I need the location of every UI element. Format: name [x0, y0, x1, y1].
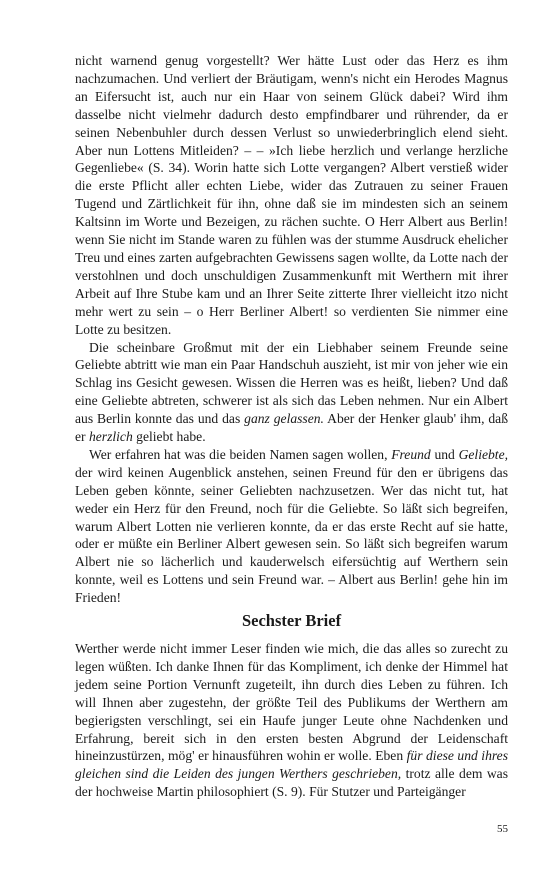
paragraph-3-text-end: der wird keinen Augenblick anstehen, seinen Freund für den er übrigens das Leben geben könnte, seiner Geliebten nachzusetzen. Wer das nicht tut, hat weder ein Herz für den Freund, noch für die Geliebte. So läßt sich begreifen, warum Albert Lotten nie verlieren konnte, da er das erste Recht auf sie hatte, oder er müßte ein Berliner Albert gewesen sein. So läßt sich begreifen warum Albert nie so lächerlich und kauderwelsch eifersüchtig auf Werthern sein konnte, weil es Lottens und sein Freund war. – Albert aus Berlin! gehe hin im Frieden!	[75, 464, 508, 606]
paragraph-3	[75, 446, 508, 607]
text-before-heading	[75, 52, 508, 607]
text-after-heading	[75, 640, 508, 801]
page-number: 55	[497, 823, 508, 835]
paragraph-4-text-end: trotz alle dem was der hochweise Martin philosophiert (S. 9). Für Stutzer und Parteigänger	[75, 766, 509, 800]
paragraph-4-italic: für diese und ihres gleichen sind die Leiden des jungen Werthers geschrieben,	[75, 748, 508, 782]
section-heading: Sechster Brief	[241, 611, 342, 630]
paragraph-3-text-und: und	[430, 446, 459, 462]
paragraph-1-text: nicht warnend genug vorgestellt? Wer hätte Lust oder das Herz es ihm nachzumachen. Und verliert der Bräutigam, wenn's nicht ein Herodes Magnus an Eifersucht ist, auch nur ein Haar von seinem Glück dabei? Wird ihm dasselbe nicht vielmehr dadurch desto empfindbarer und rührender, da er seinen Nebenbuhler durch dessen Verlust so unwiederbringlich elend sieht. Aber nun Lottens Mitleiden? – – »Ich liebe herzlich und verlange herzliche Gegenliebe« (S. 34). Worin hatte sich Lotte vergangen? Albert verstieß wider die erste Pflicht aller echten Liebe, wider das Zutrauen zu seiner Frauen Tugend und Zärtlichkeit für ihn, ohne daß sie im mindesten sich an seinem Kaltsinn im Worte und Bezeigen, zu rächen suchte. O Herr Albert aus Berlin! wenn Sie nicht im Stande waren zu fühlen was der stumme Ausdruck ehelicher Treu und eines zarten aufgebrachten Gewissens sagen wollte, da Lotte nach der verstohlnen und doch unschuldigen Zusammenkunft mit Werthern mit ihrer Arbeit auf Ihre Stube kam und an Ihrer Seite zitterte Ihrer vielleicht itzo nicht mehr wert zu sein – o Herr Berliner Albert! so verdienten Sie nimmer eine Lotte zu besitzen.	[75, 53, 508, 337]
paragraph-1	[75, 52, 508, 339]
paragraph-3-italic-geliebte: Geliebte,	[458, 446, 509, 462]
paragraph-3-italic-freund: Freund	[391, 446, 431, 462]
paragraph-2-text-continued: Aber der Henker glaub' ihm, daß er	[75, 411, 509, 445]
paragraph-4-text: Werther werde nicht immer Leser finden wie mich, die das alles so zurecht zu legen wüßten. Ich danke Ihnen für das Kompliment, ich denke der Himmel hat jedem seine Portion Vernunft zugeteilt, ihn durch dies Leben zu führen. Ich will Ihnen aber zugestehn, der größte Teil des Publikums der Werthern am begierigsten verschlingt, sei ein Haufe junger Leute ohne Nachdenken und Erfahrung, bereit sich in den ersten besten Abgrund der Leidenschaft hineinzustürzen, mög' er hinausführen wohin er wolle. Eben	[75, 641, 508, 764]
paragraph-2-text: Die scheinbare Großmut mit der ein Liebhaber seinem Freunde seine Geliebte abtritt wie man ein Paar Handschuh auszieht, ist mir von jeher wie ein Schlag ins Gesicht gewesen. Wissen die Herren was es heißt, lieben? Und daß eine Geliebte abtreten, schwerer ist als sich das Leben nehmen. Nur ein Albert aus Berlin konnte das und das	[75, 339, 508, 427]
paragraph-3-text: Wer erfahren hat was die beiden Namen sagen wollen,	[89, 446, 392, 462]
paragraph-2-italic-herzlich: herzlich	[88, 429, 133, 445]
paragraph-2-text-end: geliebt habe.	[132, 429, 206, 445]
paragraph-2-italic-ganz-gelassen: ganz gelassen.	[244, 411, 324, 427]
paragraph-4	[75, 640, 508, 801]
paragraph-2	[75, 339, 508, 446]
